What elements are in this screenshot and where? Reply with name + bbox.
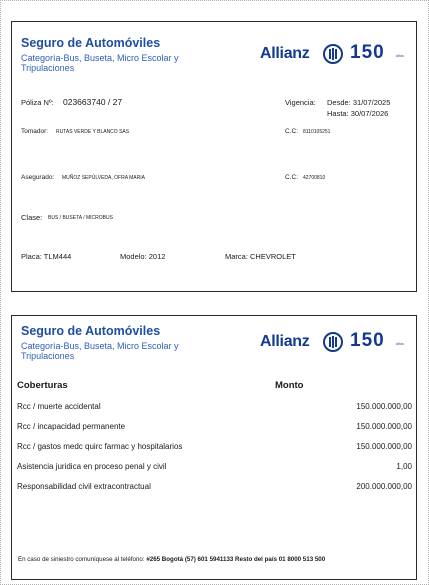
footer-prefix: En caso de siniestro comuníquese al teléfono: <box>18 556 145 563</box>
placa: Placa: TLM444 <box>21 252 72 261</box>
coverage-amount: 150.000.000,00 <box>356 442 412 451</box>
coverage-name: Rcc / muerte accidental <box>17 402 101 411</box>
cc-tomador-value: 8110105251 <box>303 129 331 135</box>
cc-asegurado-label: C.C: <box>285 174 298 181</box>
coberturas-header: Coberturas <box>17 380 68 391</box>
logo-wordmark: Allianz <box>260 45 310 62</box>
allianz-eagle-icon <box>323 332 343 352</box>
allianz-logo <box>260 330 410 356</box>
poliza-value: 023663740 / 27 <box>63 97 123 107</box>
logo-wordmark: Allianz <box>260 333 310 350</box>
clase-label: Clase: <box>21 213 43 222</box>
coverage-name: Rcc / gastos medc quirc farmac y hospitalarios <box>17 442 183 451</box>
card-subtitle: Categoría-Bus, Buseta, Micro Escolar y Tripulaciones <box>21 53 179 73</box>
coverage-name: Asistencia juridica en proceso penal y civil <box>17 462 167 471</box>
card-title: Seguro de Automóviles <box>21 36 161 50</box>
policy-card <box>11 21 417 292</box>
vigencia-hasta: Hasta: 30/07/2026 <box>327 109 389 118</box>
marca: Marca: CHEVROLET <box>225 252 296 261</box>
card-title: Seguro de Automóviles <box>21 324 161 338</box>
footer-phones: #265 Bogotá (57) 601 5941133 Resto del país 01 8000 513 500 <box>146 556 326 563</box>
cc-tomador-label: C.C: <box>285 128 298 135</box>
poliza-label: Póliza Nº: <box>21 98 54 107</box>
logo-anniversary-number: 150 <box>350 330 385 351</box>
vigencia-desde: Desde: 31/07/2025 <box>327 98 391 107</box>
allianz-logo <box>260 42 410 68</box>
clase-value: BUS / BUSETA / MICROBUS <box>48 215 113 221</box>
logo-anniversary-number: 150 <box>350 42 385 63</box>
monto-header: Monto <box>275 380 304 391</box>
coverage-amount: 200.000.000,00 <box>356 482 412 491</box>
coverage-name: Responsabilidad civil extracontractual <box>17 482 151 491</box>
vigencia-label: Vigencia: <box>285 98 316 107</box>
asegurado-label: Asegurado: <box>21 174 55 181</box>
asegurado-value: MUÑOZ SEPÚLVEDA, OFRA MARIA <box>62 175 145 181</box>
coverage-amount: 150.000.000,00 <box>356 422 412 431</box>
cc-asegurado-value: 42700810 <box>303 175 326 181</box>
logo-anniversary-text: años <box>396 54 404 58</box>
card-subtitle: Categoría-Bus, Buseta, Micro Escolar y Tripulaciones <box>21 341 179 361</box>
tomador-value: RUTAS VERDE Y BLANCO SAS <box>56 129 130 135</box>
coverage-amount: 150.000.000,00 <box>356 402 412 411</box>
coverage-card <box>11 315 417 580</box>
coverage-name: Rcc / incapacidad permanente <box>17 422 126 431</box>
allianz-eagle-icon <box>323 44 343 64</box>
modelo: Modelo: 2012 <box>120 252 166 261</box>
contact-footer <box>18 556 325 563</box>
coverage-amount: 1,00 <box>396 462 412 471</box>
tomador-label: Tomador: <box>21 128 49 135</box>
logo-anniversary-text: años <box>396 342 404 346</box>
